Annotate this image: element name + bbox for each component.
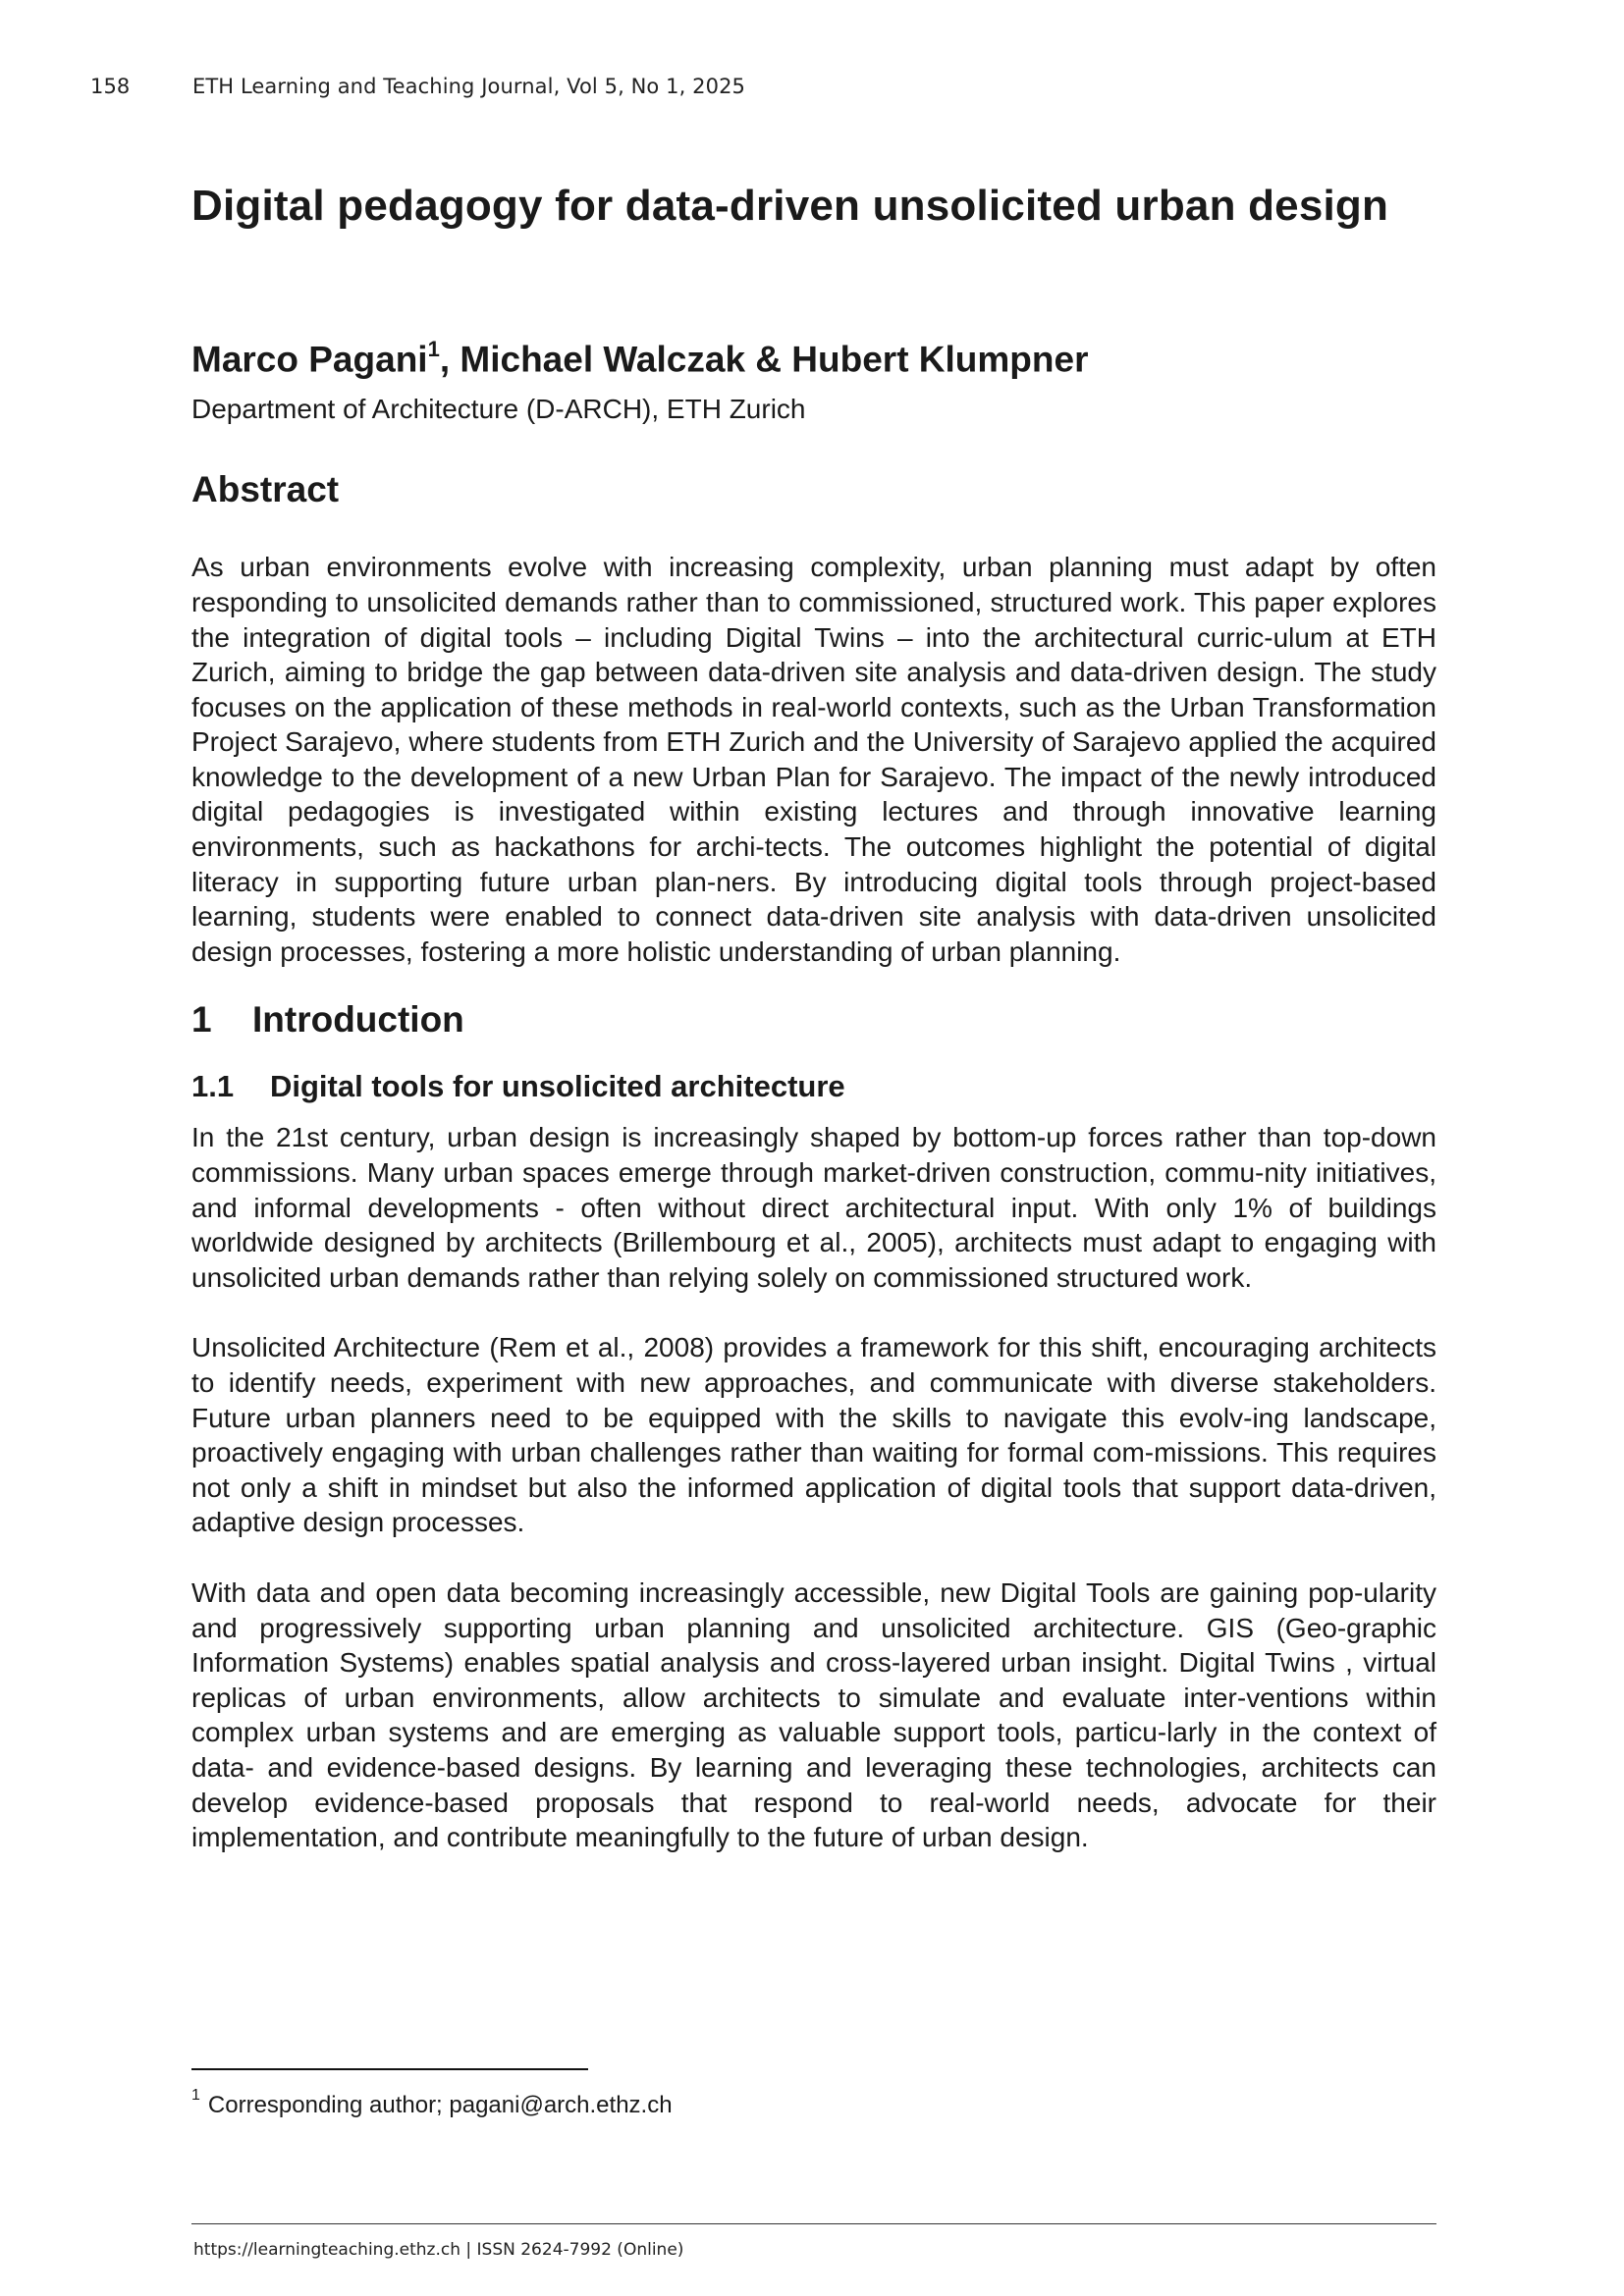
footnote-marker: 1	[427, 337, 440, 361]
section-title: Introduction	[252, 999, 464, 1041]
article-body	[191, 177, 1436, 1855]
section-heading	[191, 994, 1436, 1045]
subsection-heading	[191, 1067, 1436, 1106]
section-number: 1	[191, 999, 212, 1041]
abstract-text: As urban environments evolve with increasing complexity, urban planning must adapt by often responding to unsolicited demands rather than to commissioned, structured work. This paper explores the integration of digital tools – including Digital Twins – into the architectural curric-ulum at ETH Zurich, aiming to bridge the gap between data-driven site analysis and data-driven design. The study focuses on the application of these methods in real-world contexts, such as the Urban Transformation Project Sarajevo, where students from ETH Zurich and the University of Sarajevo applied the acquired knowledge to the development of a new Urban Plan for Sarajevo. The impact of the newly introduced digital pedagogies is investigated within existing lectures and through innovative learning environments, such as hackathons for archi-tects. The outcomes highlight the potential of digital literacy in supporting future urban plan-ners. By introducing digital tools through project-based learning, students were enabled to connect data-driven site analysis with data-driven unsolicited design processes, fostering a more holistic understanding of urban planning.	[191, 552, 1436, 967]
footer-issn: https://learningteaching.ethz.ch | ISSN 2624-7992 (Online)	[193, 2240, 684, 2260]
footnote-number: 1	[191, 2087, 200, 2104]
author-list	[191, 330, 1436, 381]
intro-paragraph-2: Unsolicited Architecture (Rem et al., 2008) provides a framework for this shift, encouraging architects to identify needs, experiment with new approaches, and communicate with diverse stakeholders. Future urban planners need to be equipped with the skills to navigate this evolv-ing landscape, proactively engaging with urban challenges rather than waiting for formal com-missions. This requires not only a shift in mindset but also the informed application of digital tools that support data-driven, adaptive design processes.	[191, 1332, 1436, 1538]
footnote-text: Corresponding author; pagani@arch.ethz.ch	[207, 2092, 673, 2118]
subsection-number: 1.1	[191, 1069, 235, 1104]
journal-name: ETH Learning and Teaching Journal, Vol 5, No 1, 2025	[192, 75, 746, 98]
author-first: Marco Pagani	[191, 339, 428, 380]
footnote-divider	[191, 2068, 588, 2070]
footnote	[191, 2085, 673, 2120]
page-number: 158	[90, 75, 131, 98]
author-rest: , Michael Walczak & Hubert Klumpner	[439, 339, 1089, 380]
abstract-heading: Abstract	[191, 469, 340, 510]
running-head	[90, 75, 745, 98]
intro-paragraph-1: In the 21st century, urban design is increasingly shaped by bottom-up forces rather than top-down commissions. Many urban spaces emerge through market-driven construction, commu-nity initiatives, and informal developments - often without direct architectural input. With only 1% of buildings worldwide designed by architects (Brillembourg et al., 2005), architects must adapt to engaging with unsolicited urban demands rather than relying solely on commissioned structured work.	[191, 1122, 1436, 1293]
footer-divider	[191, 2223, 1436, 2224]
intro-paragraph-3: With data and open data becoming increasingly accessible, new Digital Tools are gaining pop-ularity and progressively supporting urban planning and unsolicited architecture. GIS (Geo-graphic Information Systems) enables spatial analysis and cross-layered urban insight. Digital Twins , virtual replicas of urban environments, allow architects to simulate and evaluate inter-ventions within complex urban systems and are emerging as valuable support tools, particu-larly in the context of data- and evidence-based designs. By learning and leveraging these technologies, architects can develop evidence-based proposals that respond to real-world needs, advocate for their implementation, and contribute meaningfully to the future of urban design.	[191, 1576, 1436, 1853]
affiliation: Department of Architecture (D-ARCH), ETH Zurich	[191, 394, 806, 425]
paper-title: Digital pedagogy for data-driven unsolicited urban design	[191, 182, 1389, 230]
subsection-title: Digital tools for unsolicited architecture	[270, 1069, 845, 1104]
